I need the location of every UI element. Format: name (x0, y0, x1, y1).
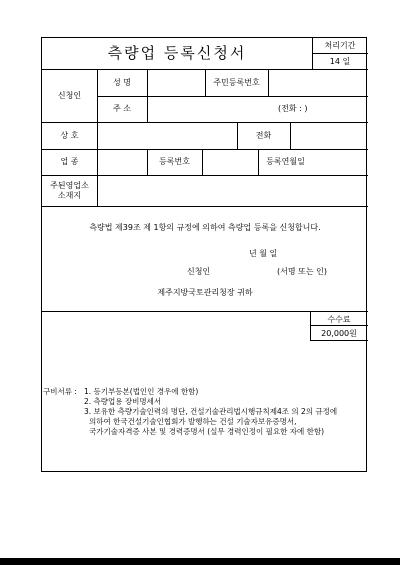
divider (42, 206, 368, 207)
documents-label: 구비서류 : (43, 387, 77, 396)
applicant-sign-label: 신청인 (187, 267, 211, 276)
divider (97, 96, 368, 97)
date-line: 년 월 일 (249, 249, 278, 258)
addressee: 제주지방국토관리청장 귀하 (157, 288, 253, 297)
divider (312, 53, 368, 54)
divider (42, 175, 368, 176)
divider (42, 122, 368, 123)
divider (42, 149, 368, 150)
divider (147, 69, 148, 96)
divider (202, 149, 203, 175)
divider (310, 340, 368, 341)
applicant-phone-label: (전화 : ) (278, 104, 308, 113)
processing-period-label: 처리기간 (324, 41, 356, 50)
document-item: 3. 보유한 측량기술인력의 명단, 건설기술관리법시행규칙제4조 의 2의 규정에 (84, 407, 338, 416)
application-form (41, 37, 367, 472)
resident-number-label: 주민등록번호 (213, 78, 260, 87)
applicant-label: 신청인 (57, 91, 82, 100)
phone-label: 전화 (255, 131, 272, 140)
divider (97, 69, 98, 206)
divider (290, 122, 291, 149)
signature-note: (서명 또는 인) (277, 267, 327, 276)
fee-value: 20,000원 (321, 329, 357, 338)
document-item: 2. 측량업용 장비명세서 (84, 397, 162, 406)
business-type-label: 업 종 (60, 157, 79, 166)
registration-date-label: 등록연월일 (266, 157, 305, 166)
divider (268, 69, 269, 96)
divider (147, 96, 148, 122)
office-label: 주된영업소 (50, 181, 89, 190)
document-item: 국가기술자격증 사본 및 경력증명서 (실무 경력인정이 필요한 자에 한함) (89, 427, 325, 436)
office-label: 소재지 (57, 191, 82, 200)
processing-period-value: 14 일 (329, 57, 351, 66)
divider (42, 311, 368, 312)
registration-number-label: 등록번호 (159, 157, 190, 166)
trade-name-label: 상 호 (60, 131, 79, 140)
bottom-bar (0, 558, 400, 565)
divider (310, 325, 368, 326)
fee-label: 수수료 (327, 315, 351, 324)
document-item: 1. 등기부등본(법인인 경우에 한함) (84, 387, 199, 396)
name-label: 성 명 (113, 78, 131, 87)
document-item: 의하여 한국건설기술인협회가 발행하는 건설 기술자보유증명서, (89, 417, 297, 426)
form-title: 측량업 등록신청서 (107, 44, 247, 62)
address-label: 주 소 (113, 104, 131, 113)
declaration-text: 측량법 제39조 제 1항의 규정에 의하여 측량업 등록을 신청합니다. (89, 223, 321, 232)
